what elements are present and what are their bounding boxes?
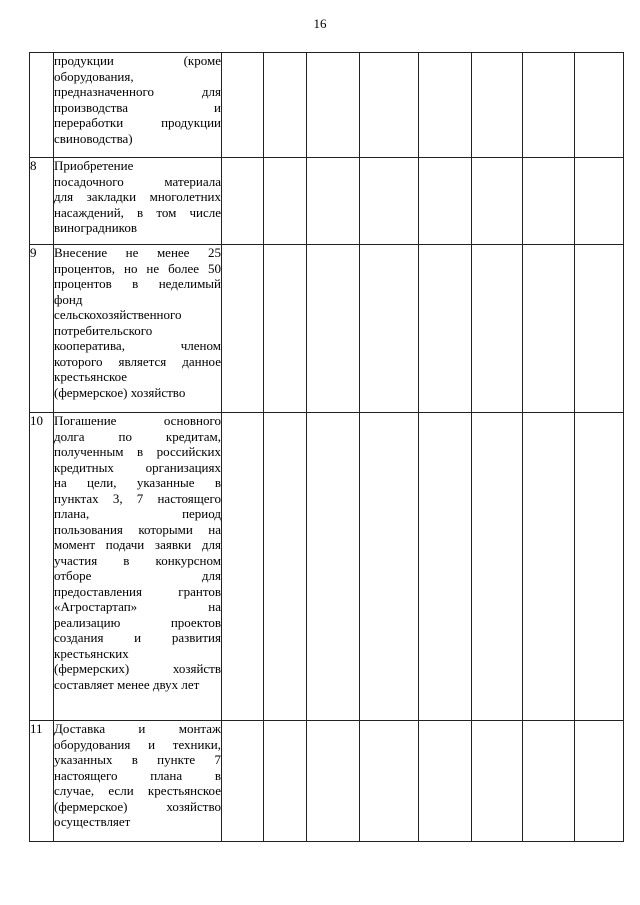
empty-cell xyxy=(264,413,307,721)
table-row xyxy=(30,245,624,413)
description-line: (фермерских) хозяйств xyxy=(54,661,221,676)
empty-cell xyxy=(575,245,624,413)
empty-cell xyxy=(307,158,360,245)
description-line: настоящего плана в xyxy=(54,767,221,783)
empty-cell xyxy=(264,53,307,158)
empty-cell xyxy=(523,721,575,842)
empty-cell xyxy=(264,721,307,842)
description-line: крестьянских xyxy=(54,645,129,661)
description-line: плана, период xyxy=(54,506,221,521)
empty-cell xyxy=(222,413,264,721)
description-line: Доставка и монтаж xyxy=(54,721,221,736)
description-line: оборудования, xyxy=(54,68,134,84)
description-line: предназначенного для xyxy=(54,84,221,99)
description-line: свиноводства) xyxy=(54,130,133,146)
table-row xyxy=(30,53,624,158)
empty-cell xyxy=(360,245,419,413)
empty-cell xyxy=(472,413,523,721)
empty-cell xyxy=(523,413,575,721)
empty-cell xyxy=(222,158,264,245)
empty-cell xyxy=(307,721,360,842)
description-line: сельскохозяйственного xyxy=(54,307,182,322)
plan-table-body xyxy=(30,53,624,842)
description-line: процентов, но не более 50 xyxy=(54,260,221,276)
description-line: пользования которыми на xyxy=(54,521,221,537)
description-line: для закладки многолетних xyxy=(54,189,221,204)
description-line: полученным в российских xyxy=(54,444,221,459)
empty-cell xyxy=(264,245,307,413)
empty-cell xyxy=(523,245,575,413)
plan-table xyxy=(29,52,624,842)
description-line: переработки продукции xyxy=(54,115,221,130)
table-row xyxy=(30,721,624,842)
description-line: фонд xyxy=(54,291,83,307)
description-line: посадочного материала xyxy=(54,173,221,189)
empty-cell xyxy=(575,721,624,842)
row-description xyxy=(54,53,222,158)
description-line: пунктах 3, 7 настоящего xyxy=(54,490,221,506)
empty-cell xyxy=(523,158,575,245)
table-row xyxy=(30,158,624,245)
empty-cell xyxy=(307,53,360,158)
description-line: реализацию проектов xyxy=(54,614,221,630)
description-line: потребительского xyxy=(54,322,153,338)
description-line: продукции (кроме xyxy=(54,53,221,68)
empty-cell xyxy=(360,721,419,842)
description-line: которого является данное xyxy=(54,353,221,369)
empty-cell xyxy=(575,53,624,158)
empty-cell xyxy=(360,413,419,721)
empty-cell xyxy=(472,245,523,413)
description-line: создания и развития xyxy=(54,630,221,645)
empty-cell xyxy=(222,53,264,158)
description-line: оборудования и техники, xyxy=(54,736,221,752)
description-line: крестьянское xyxy=(54,369,128,384)
empty-cell xyxy=(419,245,472,413)
description-line: Погашение основного xyxy=(54,413,221,428)
description-line: случае, если крестьянское xyxy=(54,783,221,798)
description-line: виноградников xyxy=(54,220,137,235)
page-number: 16 xyxy=(313,16,327,31)
empty-cell xyxy=(419,53,472,158)
description-line: отборе для xyxy=(54,568,221,583)
row-description xyxy=(54,413,222,721)
empty-cell xyxy=(472,158,523,245)
empty-cell xyxy=(419,413,472,721)
description-line: Внесение не менее 25 xyxy=(54,245,221,260)
empty-cell xyxy=(419,158,472,245)
description-line: осуществляет xyxy=(54,814,131,829)
empty-cell xyxy=(264,158,307,245)
empty-cell xyxy=(419,721,472,842)
table-row xyxy=(30,413,624,721)
row-number xyxy=(30,53,54,158)
empty-cell xyxy=(307,413,360,721)
row-number: 9 xyxy=(30,245,54,413)
row-number: 10 xyxy=(30,413,54,721)
description-line: долга по кредитам, xyxy=(54,428,221,444)
empty-cell xyxy=(307,245,360,413)
empty-cell xyxy=(222,721,264,842)
empty-cell xyxy=(360,158,419,245)
description-line: (фермерское) хозяйство xyxy=(54,798,221,814)
description-line: на цели, указанные в xyxy=(54,475,221,490)
empty-cell xyxy=(360,53,419,158)
description-line: Приобретение xyxy=(54,158,134,173)
empty-cell xyxy=(472,721,523,842)
description-line: момент подачи заявки для xyxy=(54,537,221,552)
description-line: производства и xyxy=(54,99,221,115)
row-description xyxy=(54,245,222,413)
description-line: кооператива, членом xyxy=(54,338,221,353)
description-line: процентов в неделимый xyxy=(54,276,221,291)
empty-cell xyxy=(222,245,264,413)
description-line: составляет менее двух лет xyxy=(54,676,200,692)
empty-cell xyxy=(575,413,624,721)
row-number: 8 xyxy=(30,158,54,245)
description-line: (фермерское) хозяйство xyxy=(54,384,186,400)
description-line: кредитных организациях xyxy=(54,459,221,475)
row-number: 11 xyxy=(30,721,54,842)
empty-cell xyxy=(523,53,575,158)
description-line: указанных в пункте 7 xyxy=(54,752,221,767)
description-line: «Агростартап» на xyxy=(54,599,221,614)
row-description xyxy=(54,721,222,842)
description-line: участия в конкурсном xyxy=(54,552,221,568)
empty-cell xyxy=(472,53,523,158)
empty-cell xyxy=(575,158,624,245)
description-line: насаждений, в том числе xyxy=(54,204,221,220)
row-description xyxy=(54,158,222,245)
description-line: предоставления грантов xyxy=(54,583,221,599)
